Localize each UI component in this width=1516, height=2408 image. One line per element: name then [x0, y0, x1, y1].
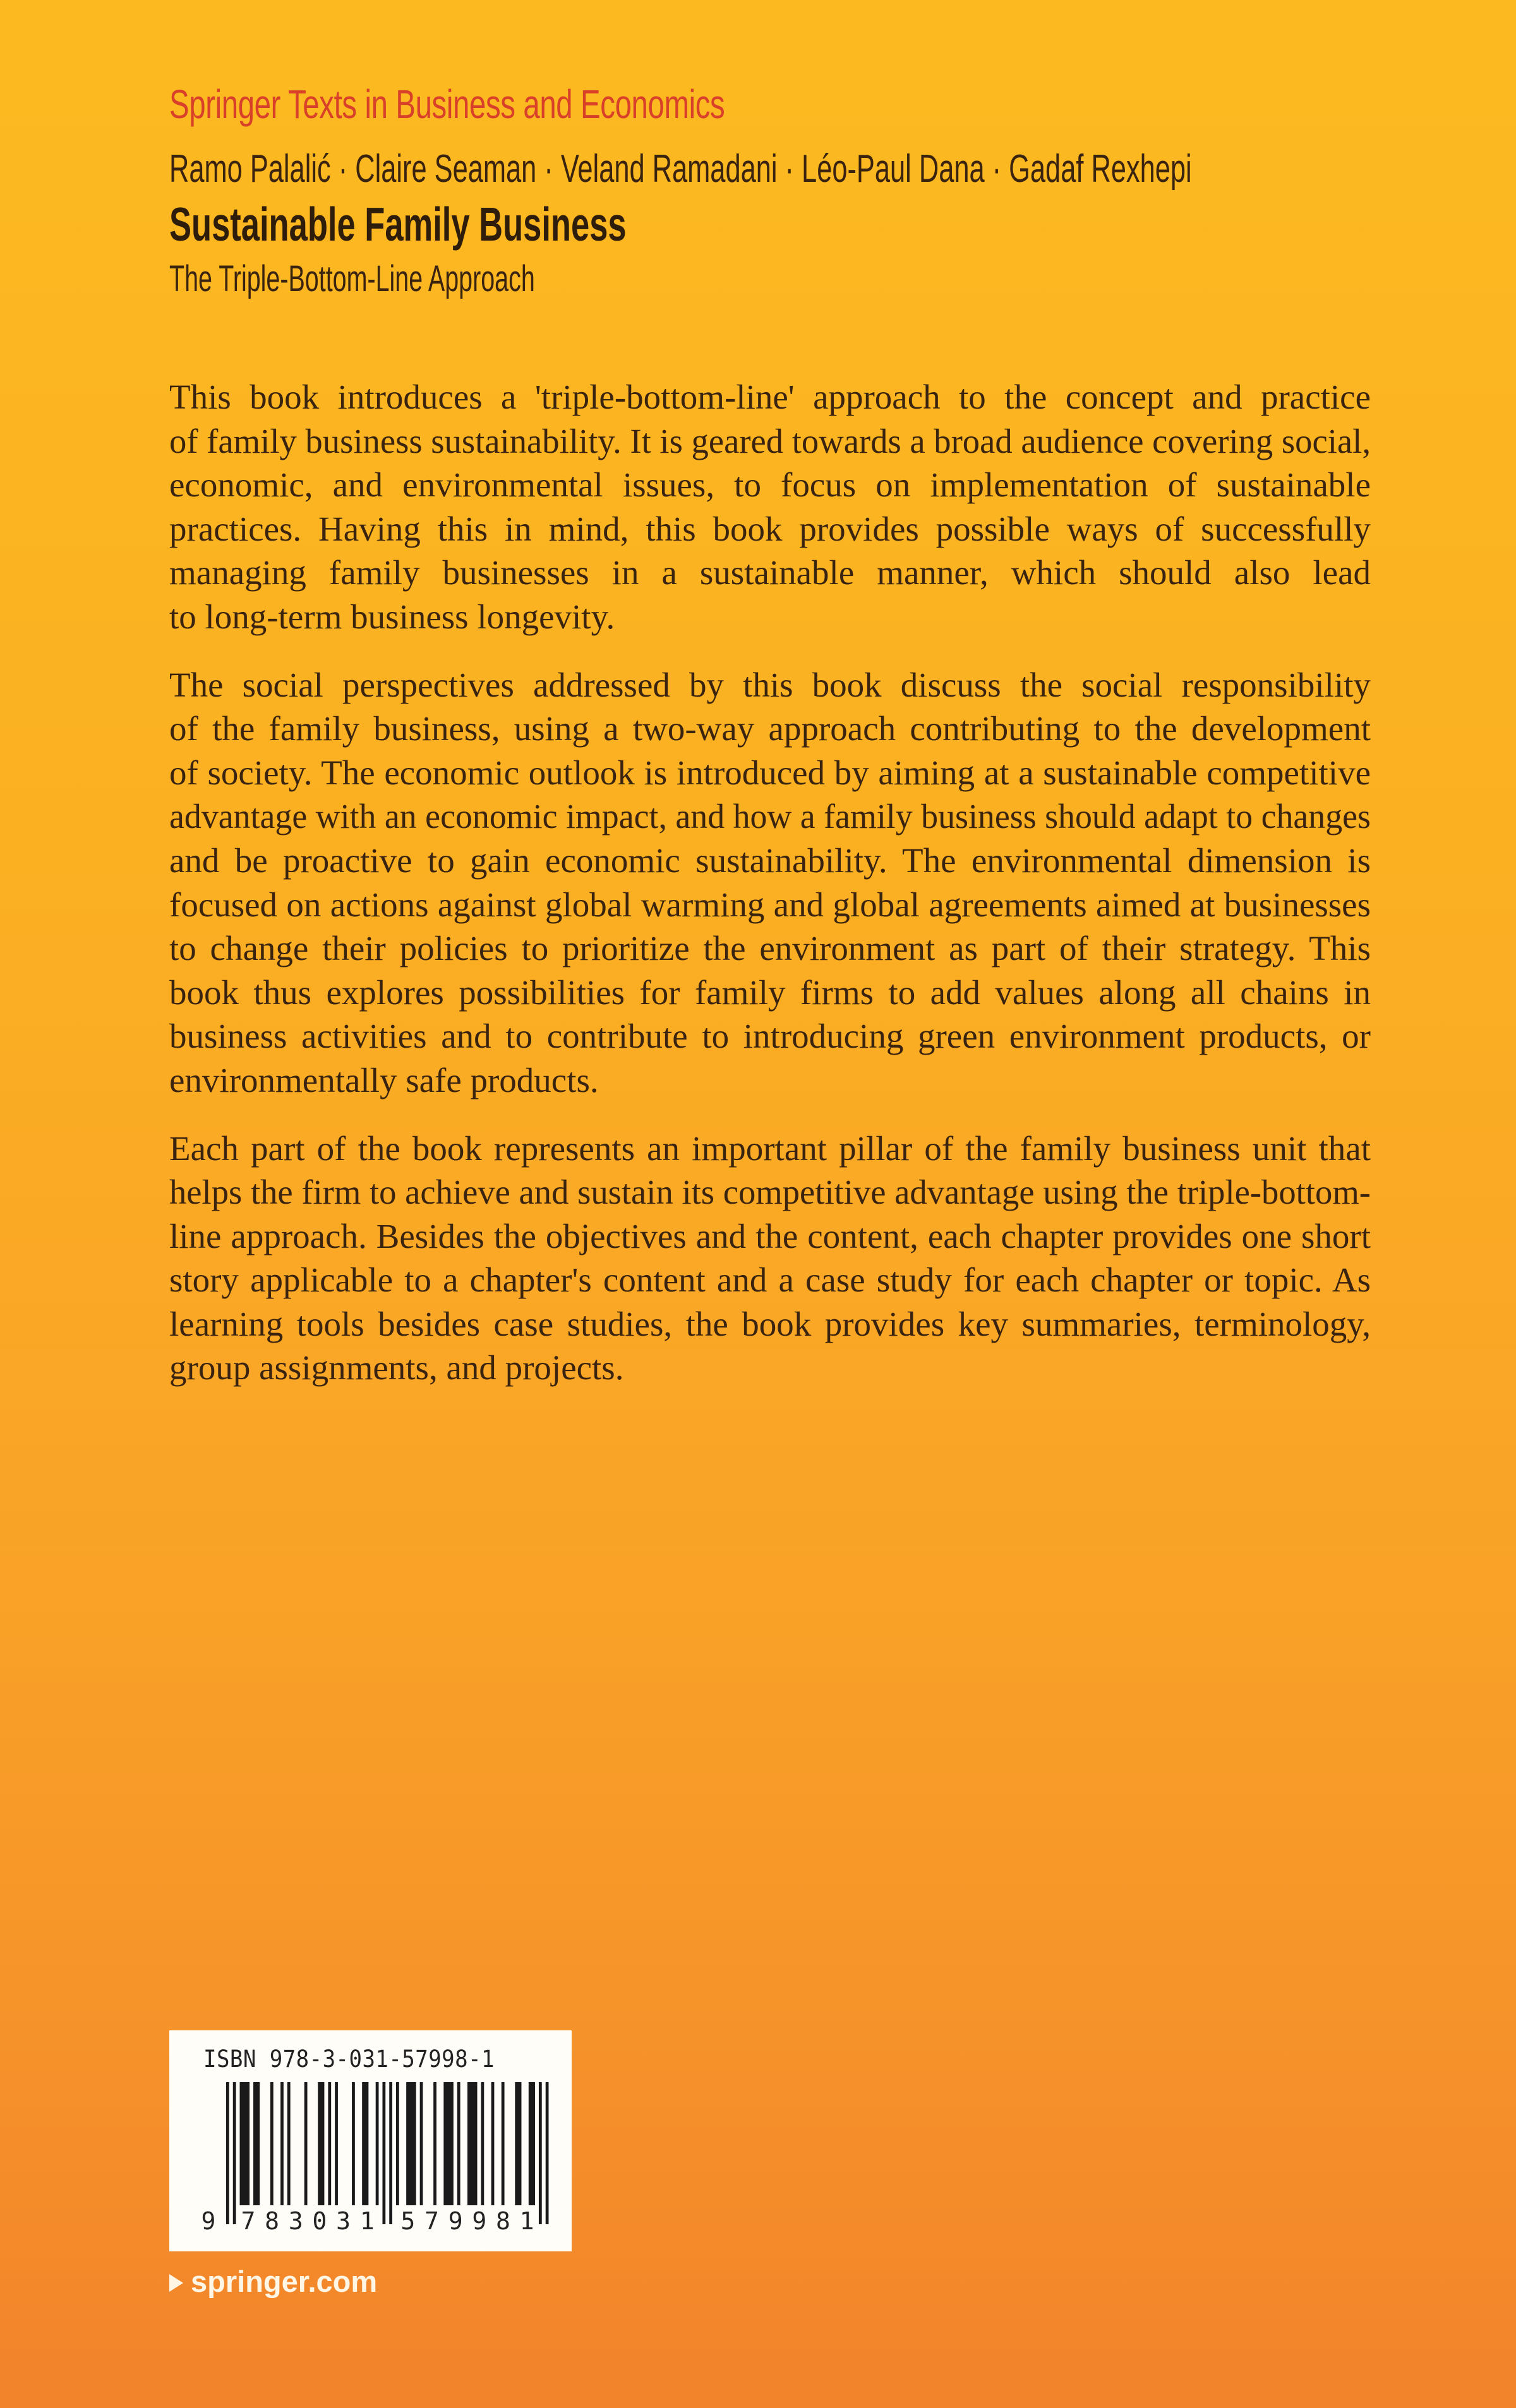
barcode-bar	[318, 2082, 324, 2205]
author-list: Ramo Palalić · Claire Seaman · Veland Ramadani · Léo-Paul Dana · Gadaf Rexhepi	[169, 147, 1192, 191]
barcode-bar	[406, 2082, 416, 2205]
blurb-line: to long-term business longevity.	[169, 597, 615, 636]
blurb-line: of the family business, using a two-way approach contributing to the development	[169, 709, 1371, 748]
barcode-digit: 8	[496, 2207, 510, 2235]
blurb-paragraph	[169, 375, 1371, 639]
barcode-bar	[287, 2082, 291, 2205]
barcode-bar	[270, 2082, 274, 2205]
barcode-bar	[491, 2082, 495, 2205]
barcode-digit: 8	[265, 2207, 280, 2235]
barcode-bar	[396, 2082, 399, 2205]
triangle-right-icon	[169, 2274, 183, 2292]
website-link[interactable]	[169, 2264, 377, 2299]
barcode-digit: 7	[241, 2207, 256, 2235]
barcode-digit: 5	[400, 2207, 416, 2235]
barcode-guard-bar	[389, 2082, 392, 2224]
barcode-guard-bar	[226, 2082, 229, 2224]
blurb-line: group assignments, and projects.	[169, 1348, 624, 1387]
blurb-line: line approach. Besides the objectives and the content, each chapter provides one short	[169, 1216, 1371, 1255]
book-subtitle: The Triple-Bottom-Line Approach	[169, 258, 535, 299]
barcode-bar	[515, 2082, 521, 2205]
barcode-bar	[304, 2082, 308, 2205]
barcode-guard-bar	[382, 2082, 385, 2224]
barcode-bar	[328, 2082, 331, 2205]
blurb-line: to change their policies to prioritize the environment as part of their strategy. This	[169, 929, 1371, 968]
barcode-guard-bar	[539, 2082, 542, 2224]
blurb-line: advantage with an economic impact, and how a family business should adapt to changes	[169, 797, 1371, 836]
blurb-line: of society. The economic outlook is introduced by aiming at a sustainable competitive	[169, 753, 1371, 792]
barcode-bar	[502, 2082, 505, 2205]
blurb-line: helps the firm to achieve and sustain its competitive advantage using the triple-bottom-	[169, 1173, 1371, 1212]
blurb-line: practices. Having this in mind, this book provides possible ways of successfully	[169, 509, 1371, 548]
blurb-line: learning tools besides case studies, the book provides key summaries, terminology,	[169, 1304, 1371, 1343]
isbn-barcode-panel	[169, 2030, 572, 2251]
barcode-bar	[280, 2082, 284, 2205]
barcode-digit: 9	[472, 2207, 487, 2235]
blurb-line: focused on actions against global warming and global agreements aimed at businesses	[169, 885, 1371, 924]
barcode-bar	[481, 2082, 484, 2205]
blurb-line: story applicable to a chapter's content and a case study for each chapter or topic. As	[169, 1261, 1371, 1300]
blurb-line: of family business sustainability. It is geared towards a broad audience covering social,	[169, 421, 1371, 460]
barcode-bar	[362, 2082, 368, 2205]
blurb-line: environmentally safe products.	[169, 1060, 599, 1099]
barcode-digit: 3	[336, 2207, 351, 2235]
barcode-digit: 9	[201, 2207, 216, 2235]
blurb-paragraph	[169, 663, 1371, 1103]
barcode-guard-bar	[233, 2082, 236, 2224]
barcode-bar	[433, 2082, 436, 2205]
ean13-barcode	[169, 2030, 572, 2251]
website-label: springer.com	[191, 2265, 378, 2298]
series-name: Springer Texts in Business and Economics	[169, 81, 725, 127]
barcode-bar	[352, 2082, 355, 2205]
barcode-bar	[467, 2082, 478, 2205]
barcode-bar	[240, 2082, 250, 2205]
barcode-bar	[457, 2082, 460, 2205]
isbn-label: ISBN 978-3-031-57998-1	[203, 2046, 495, 2073]
barcode-digit: 9	[448, 2207, 463, 2235]
blurb	[169, 375, 1371, 1414]
blurb-line: business activities and to contribute to introducing green environment products, or	[169, 1017, 1371, 1056]
barcode-digit: 3	[288, 2207, 303, 2235]
blurb-line: economic, and environmental issues, to focus on implementation of sustainable	[169, 465, 1371, 505]
barcode-bar	[376, 2082, 379, 2205]
blurb-line: Each part of the book represents an important pillar of the family business unit that	[169, 1129, 1371, 1168]
blurb-line: and be proactive to gain economic sustainability. The environmental dimension is	[169, 841, 1371, 880]
barcode-bar	[420, 2082, 423, 2205]
barcode-bar	[253, 2082, 260, 2205]
barcode-bar	[443, 2082, 454, 2205]
barcode-digit: 1	[519, 2207, 534, 2235]
barcode-guard-bar	[546, 2082, 549, 2224]
book-title: Sustainable Family Business	[169, 198, 627, 251]
barcode-digit: 0	[312, 2207, 327, 2235]
barcode-bar	[335, 2082, 338, 2205]
blurb-line: The social perspectives addressed by this book discuss the social responsibility	[169, 665, 1371, 704]
barcode-bar	[529, 2082, 535, 2205]
barcode-digit: 1	[359, 2207, 375, 2235]
blurb-line: This book introduces a 'triple-bottom-line' approach to the concept and practice	[169, 378, 1371, 416]
blurb-line: book thus explores possibilities for family firms to add values along all chains in	[169, 973, 1371, 1012]
blurb-line: managing family businesses in a sustainable manner, which should also lead	[169, 553, 1371, 592]
barcode-digit: 7	[424, 2207, 439, 2235]
blurb-paragraph	[169, 1127, 1371, 1391]
